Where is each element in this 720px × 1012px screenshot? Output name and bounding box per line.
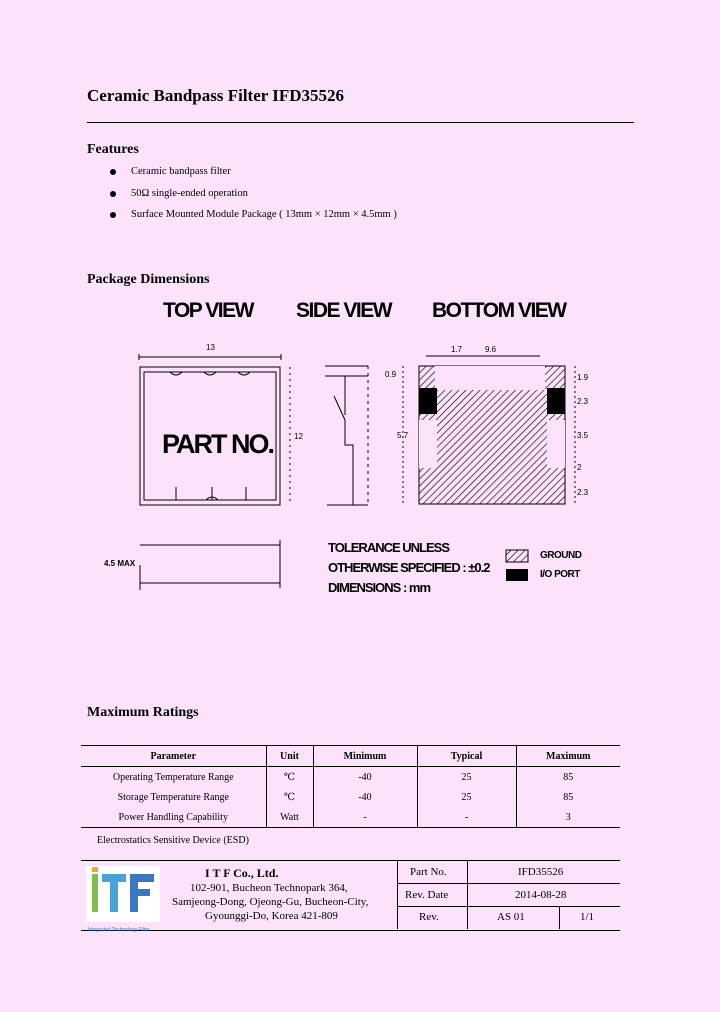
height-drawing: [140, 540, 280, 590]
legend-ground: GROUND: [540, 550, 582, 561]
top-view-label: TOP VIEW: [163, 299, 253, 322]
col-unit: Unit: [266, 746, 313, 767]
tolerance-line-3: DIMENSIONS : mm: [328, 580, 431, 595]
address-line-1: 102-901, Bucheon Technopark 364,: [190, 882, 348, 894]
tolerance-line-2: OTHERWISE SPECIFIED : ±0.2: [328, 560, 490, 575]
feature-item: 50Ω single-ended operation: [110, 188, 248, 199]
page-number: 1/1: [580, 911, 595, 923]
col-typical: Typical: [417, 746, 516, 767]
feature-item: Ceramic bandpass filter: [110, 166, 231, 177]
esd-note: Electrostatics Sensitive Device (ESD): [97, 835, 249, 846]
ratings-table: [81, 745, 620, 828]
col-minimum: Minimum: [313, 746, 417, 767]
package-heading: Package Dimensions: [87, 272, 210, 287]
address-line-2: Samjeong-Dong, Ojeong-Gu, Bucheon-City,: [172, 896, 369, 908]
dim-5-7: 5.7: [397, 431, 409, 440]
dim-right-3: 3.5: [577, 431, 589, 440]
ground-swatch: [506, 550, 528, 562]
dim-right-2: 2.3: [577, 397, 589, 406]
side-view-label: SIDE VIEW: [296, 299, 392, 322]
dim-right-4: 2: [577, 463, 582, 472]
logo-subtitle: Integrated Technology Filter: [88, 927, 150, 933]
col-maximum: Maximum: [516, 746, 620, 767]
rev-label: Rev.: [419, 911, 439, 923]
top-height-dim: 12: [294, 432, 303, 441]
feature-item: Surface Mounted Module Package ( 13mm × 12mm × 4.5mm ): [110, 209, 397, 220]
dim-0-9: 0.9: [385, 370, 397, 379]
part-no-label: Part No.: [410, 866, 447, 878]
part-no-value: IFD35526: [518, 866, 564, 878]
top-width-dim: 13: [206, 343, 215, 352]
part-no-mark: PART NO.: [162, 429, 273, 459]
address-line-3: Gyounggi-Do, Korea 421-809: [205, 910, 338, 922]
legend-io-port: I/O PORT: [540, 569, 580, 580]
table-header-row: [81, 746, 620, 767]
col-parameter: Parameter: [81, 746, 266, 767]
rev-date-value: 2014-08-28: [515, 889, 567, 901]
rev-date-label: Rev. Date: [405, 889, 449, 901]
dim-1-7: 1.7: [451, 345, 463, 354]
max-height-dim: 4.5 MAX: [104, 559, 136, 568]
dim-9-6: 9.6: [485, 345, 497, 354]
table-row: Power Handling Capability Watt - - 3: [81, 807, 620, 828]
dim-right-5: 2.3: [577, 488, 589, 497]
features-heading: Features: [87, 142, 139, 157]
ratings-heading: Maximum Ratings: [87, 705, 199, 720]
side-view-drawing: [325, 366, 368, 505]
dim-right-1: 1.9: [577, 373, 589, 382]
bottom-view-label: BOTTOM VIEW: [432, 299, 566, 322]
tolerance-line-1: TOLERANCE UNLESS: [328, 540, 449, 555]
table-row: Storage Temperature Range ℃ -40 25 85: [81, 787, 620, 807]
itf-logo: [86, 866, 160, 922]
company-name: I T F Co., Ltd.: [205, 866, 279, 880]
table-row: Operating Temperature Range ℃ -40 25 85: [81, 767, 620, 788]
io-port-swatch: [506, 569, 528, 581]
rev-value: AS 01: [497, 911, 525, 923]
bottom-view-drawing: [403, 356, 575, 504]
document-title: Ceramic Bandpass Filter IFD35526: [87, 86, 345, 105]
io-port-left: [419, 388, 437, 414]
io-port-right: [547, 388, 565, 414]
